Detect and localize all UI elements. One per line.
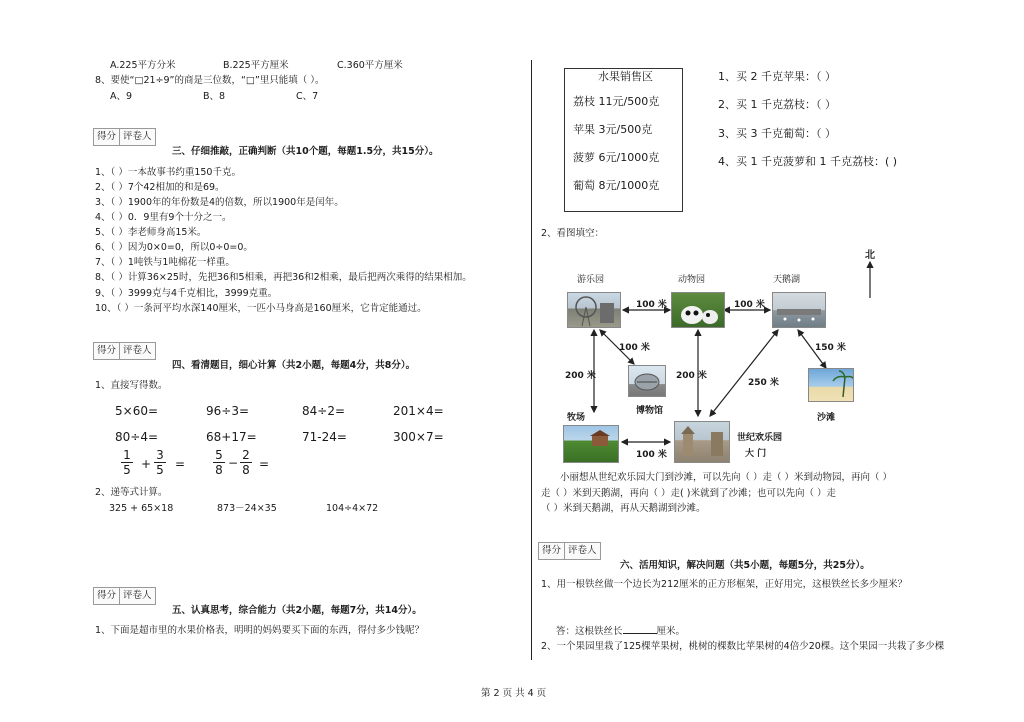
step-calc-item: 873－24×35 [217,503,277,514]
score-label: 得分 [94,129,120,145]
judge-item: 1、（ ）一本故事书约重150千克。 [95,167,241,178]
calc-item: 201×4= [393,404,444,418]
route-swan-gate [710,330,778,416]
calc-item: 84÷2= [302,404,346,418]
q8-option-b: B、8 [203,91,226,102]
zoo-panda-image [671,292,725,328]
calc-item: 68+17= [206,430,257,444]
q7-option-a: A.225平方分米 [110,60,176,71]
judge-item: 2、（ ）7个42相加的和是69。 [95,182,225,193]
fraction: 5 8 [213,448,225,477]
score-box-section3 [93,128,156,146]
fruit-question: 3、买 3 千克葡萄：（ ） [718,127,836,140]
amusement-park-image [567,292,621,328]
section3-title: 三、仔细推敲，正确判断（共10个题，每题1.5分，共15分）。 [172,146,439,157]
fruit-price-row: 菠萝 6元/1000克 [573,151,660,164]
fruit-question: 2、买 1 千克荔枝：（ ） [718,98,836,111]
step-calc-item: 325 + 65×18 [109,503,174,514]
distance-zoo-swan: 100 米 [734,300,765,310]
section4-title: 四、看清题目，细心计算（共2小题，每题4分，共8分）。 [172,360,416,371]
calc-item: 300×7= [393,430,444,444]
section6-answer: 答：这根铁丝长 厘米。 [556,626,686,637]
distance-amusement-pasture: 200 米 [565,371,596,381]
equals-sign: = [175,457,186,471]
score-label: 得分 [94,343,120,359]
section4-sub1: 1、直接写得数。 [95,380,168,391]
section6-title: 六、活用知识，解决问题（共5小题，每题5分，共25分）。 [620,560,870,571]
map-question-label: 2、看图填空： [541,228,605,239]
museum-image [628,365,666,397]
fruit-price-row: 葡萄 8元/1000克 [573,179,660,192]
beach-image [808,368,854,402]
place-label-zoo: 动物园 [678,275,706,285]
distance-pasture-gate: 100 米 [636,450,667,460]
q8-option-a: A、9 [110,91,133,102]
distance-amusement-zoo: 100 米 [636,300,667,310]
q8-option-c: C、7 [296,91,319,102]
place-label-pasture: 牧场 [567,413,586,423]
section5-q1: 1、下面是超市里的水果价格表，明明的妈妈要买下面的东西，得付多少钱呢？ [95,625,425,636]
calc-item: 80÷4= [115,430,159,444]
column-divider [531,60,532,660]
fruit-price-row: 荔枝 11元/500克 [573,95,660,108]
q7-option-c: C.360平方厘米 [337,60,403,71]
map-fill-line: 走（ ）米到天鹅湖，再向（ ）走( )米就到了沙滩；也可以先向（ ）走 [541,488,836,499]
fruit-question: 1、买 2 千克苹果：（ ） [718,70,836,83]
calc-item: 71-24= [302,430,347,444]
fruit-question: 4、买 1 千克菠萝和 1 千克荔枝：( ) [718,155,898,168]
judge-item: 8、（ ）计算36×25时，先把36和5相乘，再把36和2相乘，最后把两次乘得的结果相加。 [95,272,472,283]
map-fill-line: 小丽想从世纪欢乐园大门到沙滩，可以先向（ ）走（ ）米到动物园，再向（ ） [560,472,893,483]
step-calc-item: 104÷4×72 [326,503,379,514]
fraction: 3 5 [154,448,166,477]
swan-lake-image [772,292,826,328]
pasture-image [563,425,619,463]
judge-item: 7、（ ）1吨铁与1吨棉花一样重。 [95,257,235,268]
score-label: 得分 [539,543,565,559]
place-label-beach: 沙滩 [817,413,836,423]
calc-item: 5×60= [115,404,159,418]
score-box-section6 [538,542,601,560]
page-footer: 第 2 页 共 4 页 [481,688,547,699]
score-label: 得分 [94,588,120,604]
fraction: 1 5 [121,448,133,477]
fruit-table-heading: 水果销售区 [598,70,653,83]
distance-amusement-museum: 100 米 [619,343,650,353]
place-label-world-park: 世纪欢乐园 [737,433,783,443]
distance-swan-gate: 250 米 [748,378,779,388]
judge-item: 3、（ ）1900年的年份数是4的倍数，所以1900年是闰年。 [95,197,344,208]
score-box-section4 [93,342,156,360]
q7-option-b: B.225平方厘米 [223,60,289,71]
q8-stem: 8、要使“□21÷9”的商是三位数，“□”里只能填（ ）。 [95,75,325,86]
place-label-museum: 博物馆 [636,406,664,416]
north-label: 北 [865,250,875,261]
judge-item: 5、（ ）李老师身高15米。 [95,227,207,238]
score-box-section5 [93,587,156,605]
grader-label: 评卷人 [120,343,155,359]
plus-operator: + [141,457,152,471]
section5-title: 五、认真思考，综合能力（共2小题，每题7分，共14分）。 [172,605,422,616]
fruit-price-row: 苹果 3元/500克 [573,123,653,136]
section4-sub2: 2、递等式计算。 [95,487,168,498]
calc-item: 96÷3= [206,404,250,418]
place-label-gate: 大 门 [745,449,767,459]
judge-item: 9、（ ）3999克与4千克相比，3999克重。 [95,288,278,299]
distance-zoo-gate: 200 米 [676,371,707,381]
equals-sign: = [259,457,270,471]
judge-item: 6、（ ）因为0×0=0，所以0÷0=0。 [95,242,253,253]
place-label-swan-lake: 天鹅湖 [773,275,801,285]
section6-q2: 2、一个果园里栽了125棵苹果树，桃树的棵数比苹果树的4倍少20棵。这个果园一共栽了多少棵 [541,641,945,652]
world-park-gate-image [674,421,730,463]
grader-label: 评卷人 [120,588,155,604]
grader-label: 评卷人 [565,543,600,559]
judge-item: 4、（ ）0．9里有9个十分之一。 [95,212,232,223]
map-fill-line: （ ）米到天鹅湖，再从天鹅湖到沙滩。 [541,503,706,514]
judge-item: 10、（ ）一条河平均水深140厘米，一匹小马身高是160厘米，它肯定能通过。 [95,303,427,314]
minus-operator: − [228,456,239,470]
answer-blank[interactable] [623,633,657,634]
distance-swan-beach: 150 米 [815,343,846,353]
place-label-amusement: 游乐园 [577,275,605,285]
grader-label: 评卷人 [120,129,155,145]
fraction: 2 8 [240,448,252,477]
section6-q1: 1、用一根铁丝做一个边长为212厘米的正方形框架，正好用完，这根铁丝长多少厘米？ [541,579,908,590]
